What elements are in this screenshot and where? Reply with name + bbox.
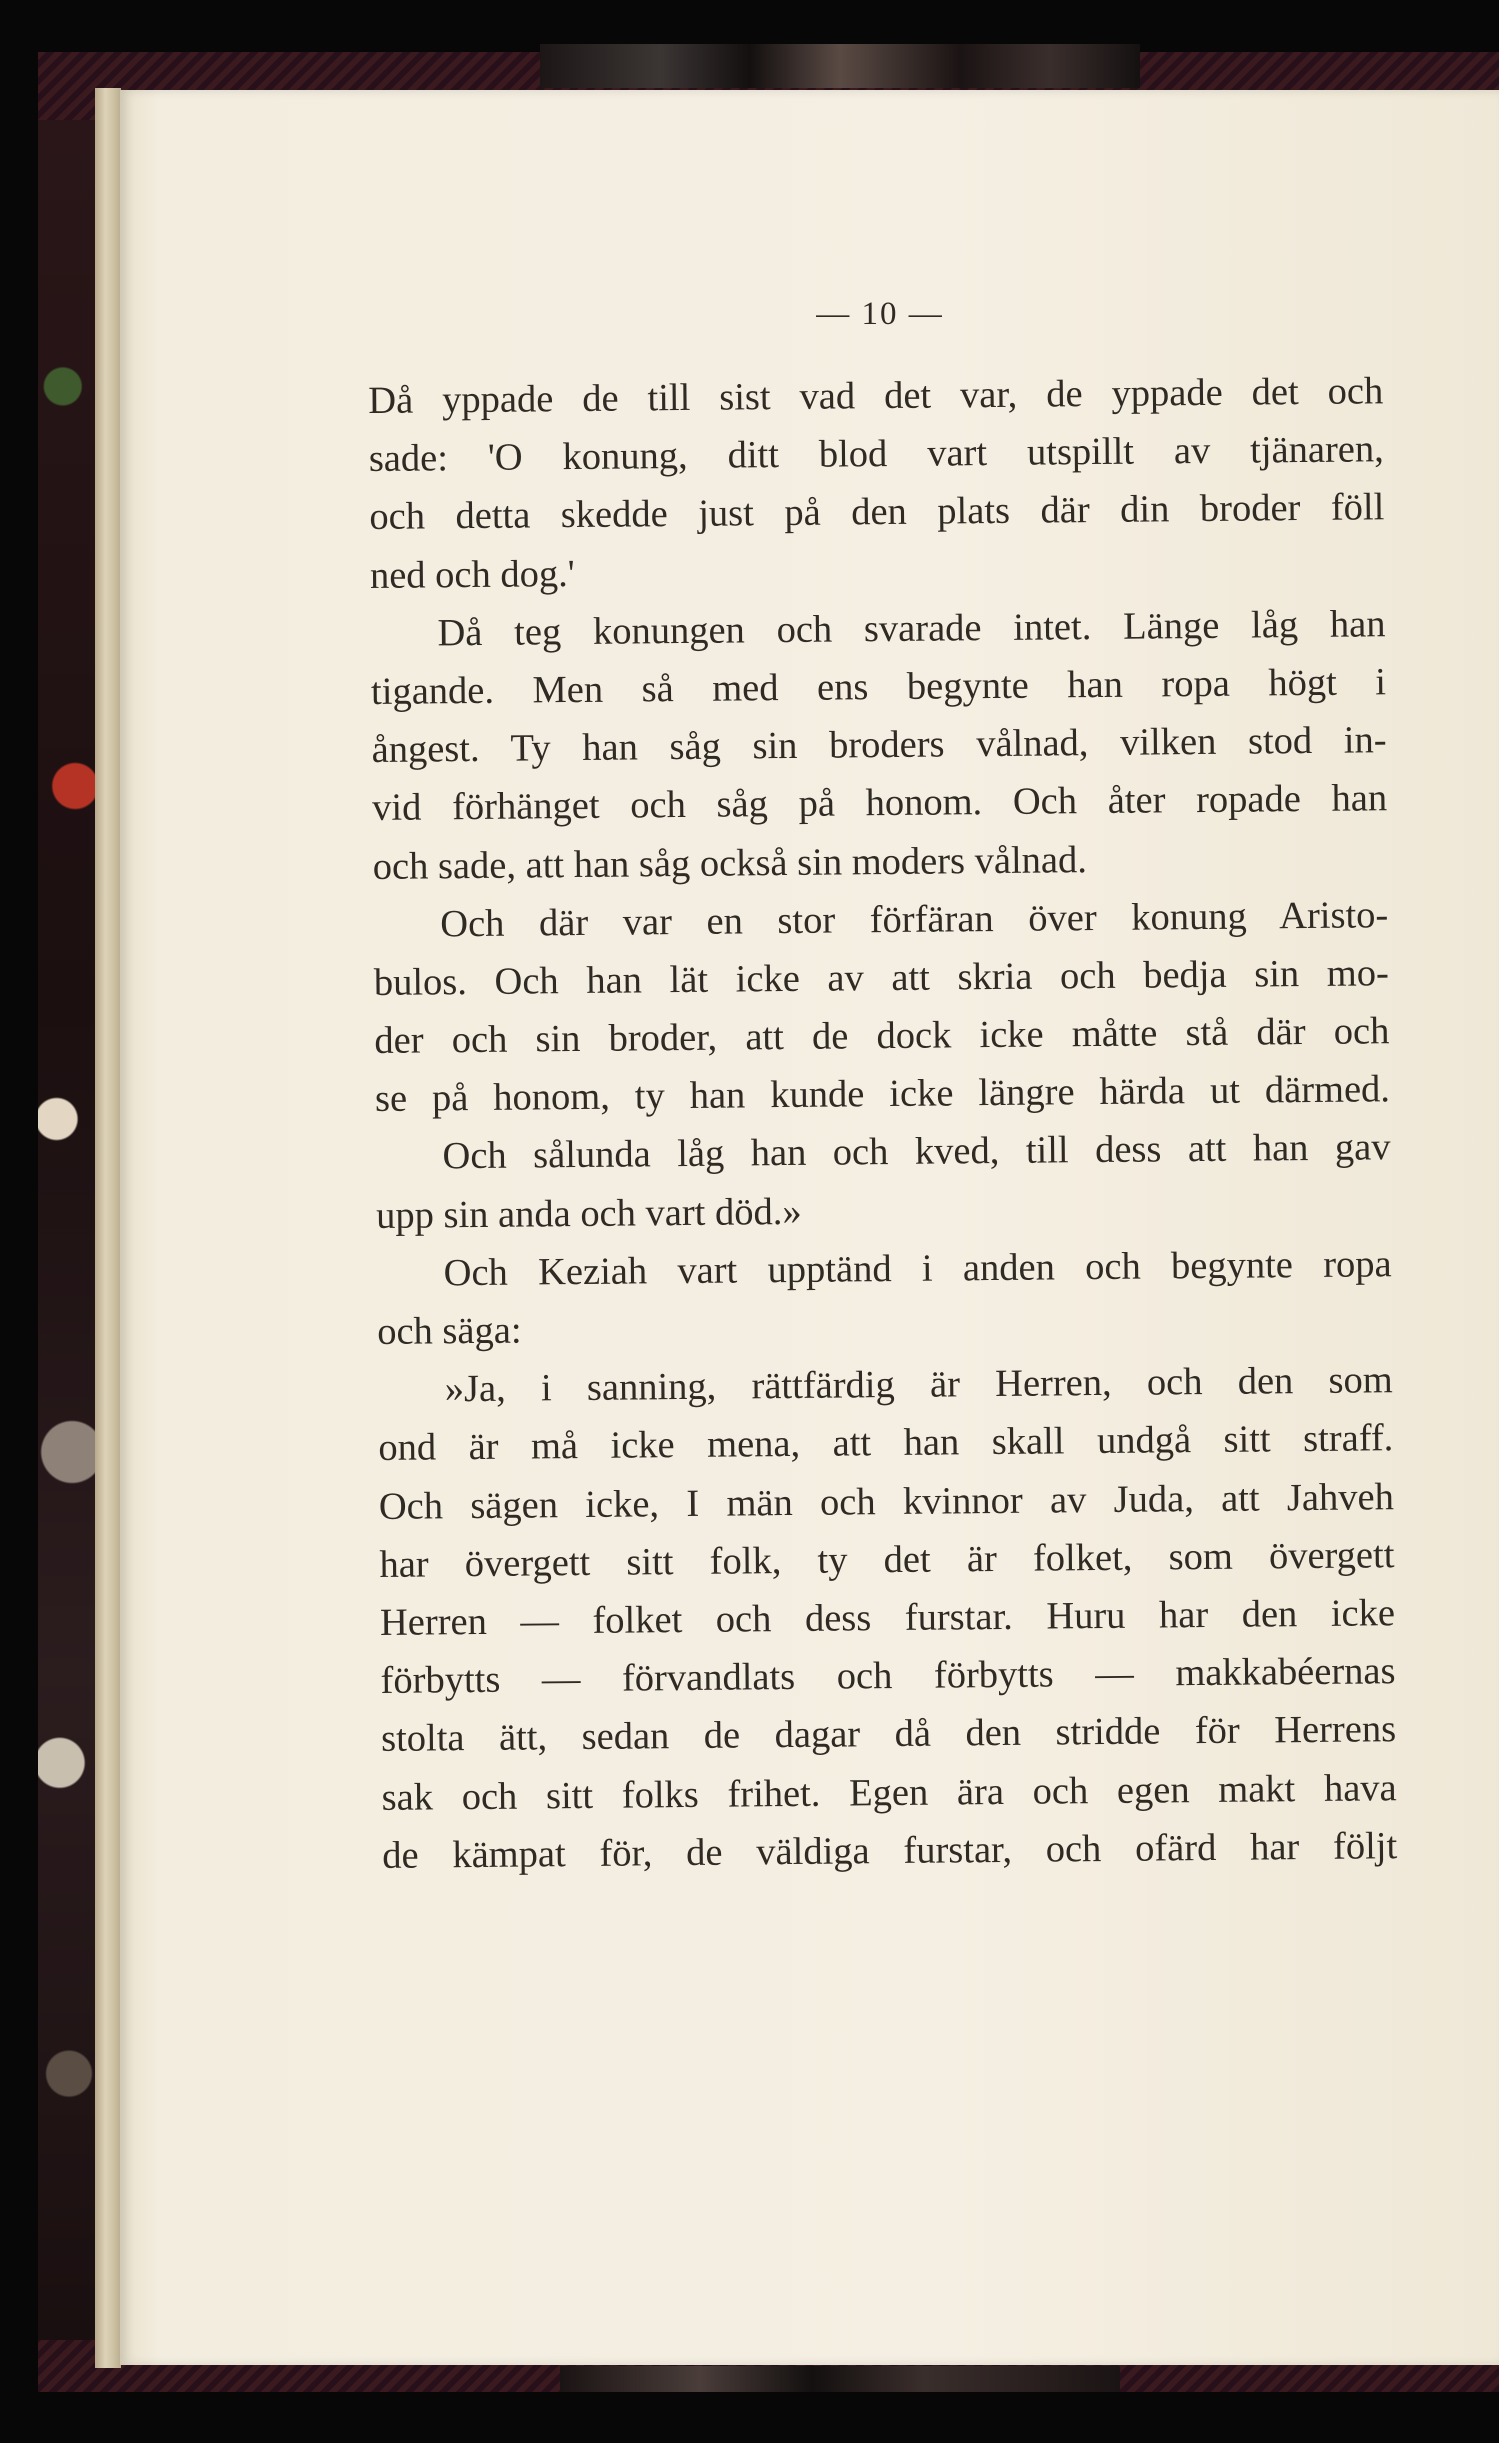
text-line: och detta skedde just på den plats där din broder föll <box>369 486 1385 539</box>
text-line: sak och sitt folks frihet. Egen ära och egen makt hava <box>381 1766 1397 1819</box>
text-line: Då teg konungen och svarade intet. Länge låg han <box>437 602 1386 655</box>
text-line: sade: 'O konung, ditt blod vart utspillt av tjänaren, <box>368 428 1384 481</box>
text-line: Och sägen icke, I män och kvinnor av Juda, att Jahveh <box>378 1475 1395 1528</box>
text-line: »Ja, i sanning, rättfärdig är Herren, och den som <box>444 1359 1393 1411</box>
text-line: vid förhänget och såg på honom. Och åter ropade han <box>371 777 1388 830</box>
text-line: tigande. Men så med ens begynte han ropa högt i <box>370 661 1387 713</box>
text-line: upp sin anda och vart död.» <box>375 1190 802 1237</box>
body-text <box>368 362 1397 1885</box>
text-line: der och sin broder, att de dock icke måtte stå där och <box>374 1010 1390 1063</box>
text-line: ångest. Ty han såg sin broders vålnad, vilken stod in- <box>371 719 1387 772</box>
text-line: bulos. Och han lät icke av att skria och bedja sin mo- <box>373 952 1390 1004</box>
marbled-endpaper <box>38 120 100 2340</box>
text-line: förbytts — förvandlats och förbytts — makkabéernas <box>380 1650 1396 1703</box>
text-line: ond är må icke mena, att han skall undgå sitt straff. <box>378 1417 1394 1470</box>
page-gutter-edge <box>95 88 121 2368</box>
bottom-edge-shadow <box>560 2366 1120 2392</box>
top-edge-shadow <box>540 44 1140 88</box>
text-line: se på honom, ty han kunde icke längre härda ut därmed. <box>374 1068 1391 1121</box>
page-number: — 10 — <box>816 296 944 332</box>
text-line: Och Keziah vart upptänd i anden och begynte ropa <box>443 1243 1392 1295</box>
text-line: och sade, att han såg också sin moders vålnad. <box>372 838 1088 888</box>
text-line: har övergett sitt folk, ty det är folket, som övergett <box>379 1533 1395 1586</box>
text-line: de kämpat för, de väldiga furstar, och ofärd har följt <box>382 1824 1398 1877</box>
text-line: ned och dog.' <box>369 552 575 597</box>
text-line: stolta ätt, sedan de dagar då den stridde för Herrens <box>380 1708 1397 1761</box>
text-line: Och sålunda låg han och kved, till dess att han gav <box>442 1126 1391 1178</box>
text-line: Och där var en stor förfäran över konung Aristo- <box>440 893 1389 946</box>
text-line: Då yppade de till sist vad det var, de yppade det och <box>368 370 1384 422</box>
text-line: Herren — folket och dess furstar. Huru har den icke <box>379 1592 1396 1644</box>
text-line: och säga: <box>377 1309 522 1353</box>
